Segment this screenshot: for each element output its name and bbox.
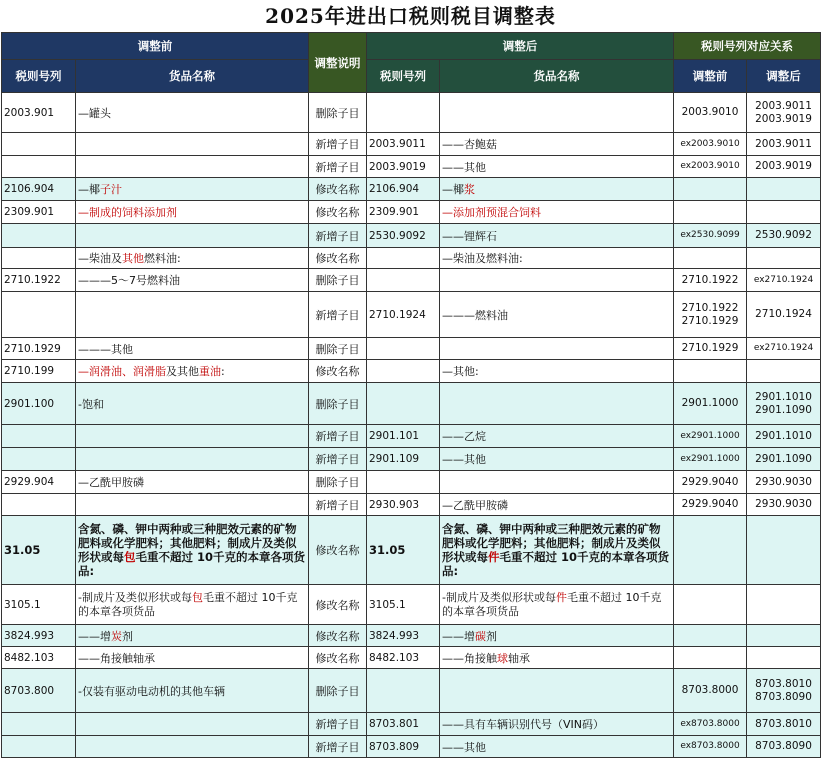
map-after-cell <box>747 736 821 758</box>
name-segment: 毛重不超过 10千克的本章各项货品 <box>78 590 298 618</box>
mapping-code: ex2901.1000 <box>680 453 740 464</box>
name-segment: -饱和 <box>78 397 104 411</box>
map-before-cell <box>674 93 747 133</box>
header-map-before: 调整前 <box>674 60 747 93</box>
name-segment: 毛重不超过 10千克的本章各项货品: <box>442 550 670 578</box>
after-code-cell: 2003.9011 <box>367 133 440 156</box>
table-row <box>2 585 821 625</box>
header-before-code: 税则号列 <box>2 60 76 93</box>
name-segment: ——乙烷 <box>442 430 486 443</box>
note-cell: 修改名称 <box>309 201 367 224</box>
map-before-cell <box>674 494 747 516</box>
note-cell: 新增子目 <box>309 224 367 248</box>
mapping-code: 8703.8090 <box>755 740 812 752</box>
name-segment: ——其他 <box>442 160 486 174</box>
mapping-code: 2929.9040 <box>681 475 739 488</box>
map-after-cell <box>747 471 821 494</box>
mapping-code: 2901.1000 <box>681 397 739 409</box>
before-code-cell: 8482.103 <box>2 647 76 669</box>
name-segment: —乙酰甲胺磷 <box>442 498 508 512</box>
name-segment: 件 <box>488 550 500 564</box>
after-name-cell <box>440 338 674 360</box>
map-after-cell <box>747 383 821 425</box>
note-cell: 删除子目 <box>309 383 367 425</box>
after-code-cell: 2710.1924 <box>367 292 440 338</box>
map-after-cell <box>747 713 821 736</box>
note-cell: 修改名称 <box>309 647 367 669</box>
table-row <box>2 471 821 494</box>
after-name-cell <box>440 93 674 133</box>
table-row <box>2 338 821 360</box>
map-after-cell <box>747 201 821 224</box>
before-name-cell <box>76 178 309 201</box>
before-name-cell <box>76 448 309 471</box>
mapping-code: 2929.9040 <box>681 498 739 510</box>
map-after-cell <box>747 269 821 292</box>
mapping-code: 2003.9019 <box>755 160 812 172</box>
map-before-cell <box>674 471 747 494</box>
before-name-cell <box>76 713 309 736</box>
after-code-cell: 2901.109 <box>367 448 440 471</box>
before-name-cell <box>76 338 309 360</box>
name-segment: 含氮、磷、钾中两种或三种肥效元素的矿物肥料或化学肥料；其他肥料；制成片及类似形状或每 <box>442 522 661 564</box>
mapping-code: ex2710.1924 <box>753 274 814 285</box>
mapping-code: ex2530.9099 <box>680 230 740 240</box>
after-name-cell <box>440 494 674 516</box>
header-before-name: 货品名称 <box>76 60 309 93</box>
name-segment: —添加剂预混合饲料 <box>442 206 541 219</box>
map-before-cell <box>674 516 747 585</box>
map-after-cell <box>747 647 821 669</box>
mapping-code: ex2901.1000 <box>680 430 740 441</box>
map-before-cell <box>674 448 747 471</box>
before-name-cell <box>76 224 309 248</box>
map-before-cell <box>674 713 747 736</box>
after-name-cell <box>440 201 674 224</box>
map-before-cell <box>674 248 747 269</box>
before-name-cell <box>76 269 309 292</box>
map-before-cell <box>674 585 747 625</box>
name-segment: ———燃料油 <box>442 308 508 322</box>
mapping-code: 2710.1929 <box>681 342 739 354</box>
note-cell: 修改名称 <box>309 178 367 201</box>
name-segment: —椰 <box>442 183 464 196</box>
note-cell: 删除子目 <box>309 471 367 494</box>
name-segment: 包 <box>191 590 203 604</box>
after-name-cell <box>440 647 674 669</box>
mapping-code: ex2003.9010 <box>680 161 740 171</box>
before-code-cell: 2106.904 <box>2 178 76 201</box>
name-segment: : <box>221 365 225 378</box>
name-segment: —其他: <box>442 365 479 378</box>
after-code-cell: 3824.993 <box>367 625 440 647</box>
before-name-cell <box>76 471 309 494</box>
name-segment: —椰 <box>78 183 100 196</box>
map-before-cell <box>674 178 747 201</box>
name-segment: 毛重不超过 10千克的本章各项货品: <box>78 550 306 578</box>
mapping-code: 2003.9019 <box>755 112 812 125</box>
after-name-cell <box>440 133 674 156</box>
table-row <box>2 201 821 224</box>
before-code-cell: 31.05 <box>2 516 76 585</box>
before-name-cell <box>76 425 309 448</box>
after-name-cell <box>440 448 674 471</box>
before-code-cell <box>2 448 76 471</box>
map-before-cell <box>674 383 747 425</box>
before-code-cell: 3105.1 <box>2 585 76 625</box>
name-segment: —乙酰甲胺磷 <box>78 476 144 489</box>
before-name-cell <box>76 156 309 178</box>
mapping-code: 2710.1922 <box>681 273 739 286</box>
mapping-code: ex2710.1924 <box>753 343 814 353</box>
name-segment: ———5～7号燃料油 <box>78 274 180 287</box>
table-row <box>2 625 821 647</box>
before-name-cell <box>76 647 309 669</box>
mapping-code: 2930.9030 <box>755 475 812 488</box>
header-mapping: 税则号列对应关系 <box>674 33 821 60</box>
table-row <box>2 292 821 338</box>
before-name-cell <box>76 248 309 269</box>
name-segment: ——角接触轴承 <box>78 651 155 665</box>
name-segment: 及其他 <box>166 365 199 378</box>
map-before-cell <box>674 669 747 713</box>
mapping-code: 2901.1090 <box>755 403 812 416</box>
before-name-cell <box>76 133 309 156</box>
table-row <box>2 360 821 383</box>
header-after: 调整后 <box>367 33 674 60</box>
table-row <box>2 448 821 471</box>
table-row <box>2 713 821 736</box>
map-before-cell <box>674 156 747 178</box>
after-name-cell <box>440 360 674 383</box>
after-name-cell <box>440 269 674 292</box>
name-segment: 毛重不超过 10千克的本章各项货品 <box>442 590 662 618</box>
after-code-cell: 2106.904 <box>367 178 440 201</box>
before-code-cell: 2710.1922 <box>2 269 76 292</box>
name-segment: ——具有车辆识别代号（VIN码） <box>442 718 604 731</box>
note-cell: 新增子目 <box>309 494 367 516</box>
before-code-cell: 2901.100 <box>2 383 76 425</box>
map-before-cell <box>674 133 747 156</box>
table-row <box>2 494 821 516</box>
map-after-cell <box>747 516 821 585</box>
name-segment: ———其他 <box>78 342 133 356</box>
mapping-code: ex2003.9010 <box>680 138 740 149</box>
table-body <box>2 93 821 758</box>
name-segment: —柴油及 <box>78 252 122 265</box>
after-code-cell: 2309.901 <box>367 201 440 224</box>
before-code-cell <box>2 425 76 448</box>
tariff-table <box>1 32 821 758</box>
mapping-code: 2901.1010 <box>755 429 812 442</box>
before-name-cell <box>76 360 309 383</box>
after-name-cell <box>440 156 674 178</box>
map-after-cell <box>747 494 821 516</box>
note-cell: 修改名称 <box>309 360 367 383</box>
mapping-code: 2003.9010 <box>681 106 739 118</box>
mapping-code: 8703.8010 <box>755 677 812 690</box>
after-code-cell: 2530.9092 <box>367 224 440 248</box>
after-name-cell <box>440 425 674 448</box>
map-before-cell <box>674 292 747 338</box>
after-code-cell <box>367 471 440 494</box>
mapping-code: 8703.8090 <box>755 690 812 703</box>
mapping-code: 2530.9092 <box>755 229 812 241</box>
name-segment: 件 <box>555 590 567 604</box>
mapping-code: 8703.8000 <box>681 684 739 696</box>
map-after-cell <box>747 585 821 625</box>
after-code-cell: 2003.9019 <box>367 156 440 178</box>
name-segment: 燃料油: <box>144 252 181 265</box>
after-code-cell: 8703.809 <box>367 736 440 758</box>
mapping-code: 8703.8010 <box>755 717 812 730</box>
map-after-cell <box>747 133 821 156</box>
name-segment: 其他 <box>122 252 144 265</box>
after-name-cell <box>440 248 674 269</box>
mapping-code: 2710.1922 <box>681 301 739 314</box>
before-code-cell: 2710.199 <box>2 360 76 383</box>
mapping-code: ex8703.8000 <box>680 718 740 729</box>
name-segment: 含氮、磷、钾中两种或三种肥效元素的矿物肥料或化学肥料；其他肥料；制成片及类似形状或每 <box>78 522 297 564</box>
name-segment: 碳 <box>475 629 486 643</box>
note-cell: 修改名称 <box>309 585 367 625</box>
after-code-cell: 31.05 <box>367 516 440 585</box>
map-after-cell <box>747 156 821 178</box>
note-cell: 删除子目 <box>309 93 367 133</box>
name-segment: 剂 <box>122 629 133 643</box>
name-segment: —制成的饲料添加剂 <box>78 206 177 219</box>
map-before-cell <box>674 338 747 360</box>
after-name-cell <box>440 736 674 758</box>
note-cell: 新增子目 <box>309 425 367 448</box>
map-after-cell <box>747 360 821 383</box>
map-after-cell <box>747 224 821 248</box>
after-name-cell <box>440 585 674 625</box>
after-code-cell <box>367 383 440 425</box>
note-cell: 修改名称 <box>309 516 367 585</box>
map-after-cell <box>747 338 821 360</box>
name-segment: 剂 <box>486 629 497 643</box>
map-before-cell <box>674 360 747 383</box>
name-segment: 炭 <box>111 629 122 643</box>
before-name-cell <box>76 625 309 647</box>
map-after-cell <box>747 93 821 133</box>
after-code-cell <box>367 338 440 360</box>
before-code-cell <box>2 224 76 248</box>
mapping-code: 2901.1090 <box>755 452 812 465</box>
map-after-cell <box>747 669 821 713</box>
mapping-code: 2710.1924 <box>755 308 812 320</box>
note-cell: 新增子目 <box>309 713 367 736</box>
before-code-cell: 8703.800 <box>2 669 76 713</box>
before-code-cell <box>2 736 76 758</box>
map-before-cell <box>674 269 747 292</box>
name-segment: ——其他 <box>442 740 486 754</box>
mapping-code: 2003.9011 <box>755 137 812 150</box>
mapping-code: 2003.9011 <box>755 99 812 112</box>
after-code-cell: 2901.101 <box>367 425 440 448</box>
after-name-cell <box>440 471 674 494</box>
table-row <box>2 383 821 425</box>
before-name-cell <box>76 383 309 425</box>
name-segment: -制成片及类似形状或每 <box>442 590 556 604</box>
mapping-code: ex8703.8000 <box>680 741 740 751</box>
after-code-cell: 8482.103 <box>367 647 440 669</box>
header-before: 调整前 <box>2 33 309 60</box>
note-cell: 新增子目 <box>309 292 367 338</box>
mapping-code: 2710.1929 <box>681 314 739 327</box>
note-cell: 删除子目 <box>309 338 367 360</box>
before-name-cell <box>76 494 309 516</box>
name-segment: ——杏鲍菇 <box>442 138 497 151</box>
name-segment: 包 <box>124 550 136 564</box>
before-code-cell: 3824.993 <box>2 625 76 647</box>
table-row <box>2 224 821 248</box>
note-cell: 删除子目 <box>309 269 367 292</box>
note-cell: 修改名称 <box>309 625 367 647</box>
name-segment: ——角接触 <box>442 651 497 665</box>
note-cell: 新增子目 <box>309 448 367 471</box>
map-before-cell <box>674 201 747 224</box>
table-row <box>2 516 821 585</box>
table-row <box>2 133 821 156</box>
map-before-cell <box>674 425 747 448</box>
table-row <box>2 647 821 669</box>
name-segment: ——增 <box>78 629 111 643</box>
map-after-cell <box>747 292 821 338</box>
name-segment: 子汁 <box>100 183 122 196</box>
name-segment: —润滑油、润滑脂 <box>78 365 166 378</box>
table-row <box>2 178 821 201</box>
before-name-cell <box>76 93 309 133</box>
after-name-cell <box>440 224 674 248</box>
name-segment: 轴承 <box>508 651 530 665</box>
before-code-cell <box>2 156 76 178</box>
after-code-cell <box>367 248 440 269</box>
before-code-cell <box>2 292 76 338</box>
after-name-cell <box>440 713 674 736</box>
before-name-cell <box>76 201 309 224</box>
map-before-cell <box>674 647 747 669</box>
name-segment: 浆 <box>464 183 475 196</box>
header-after-code: 税则号列 <box>367 60 440 93</box>
after-code-cell: 3105.1 <box>367 585 440 625</box>
page-title: 2025年进出口税则税目调整表 <box>265 4 556 28</box>
map-after-cell <box>747 425 821 448</box>
before-code-cell: 2929.904 <box>2 471 76 494</box>
before-name-cell <box>76 292 309 338</box>
before-name-cell <box>76 736 309 758</box>
before-code-cell <box>2 133 76 156</box>
note-cell: 新增子目 <box>309 156 367 178</box>
before-code-cell: 2003.901 <box>2 93 76 133</box>
table-row <box>2 736 821 758</box>
before-code-cell: 2309.901 <box>2 201 76 224</box>
name-segment: ——其他 <box>442 453 486 466</box>
before-name-cell <box>76 669 309 713</box>
name-segment: —柴油及燃料油: <box>442 252 523 265</box>
before-code-cell: 2710.1929 <box>2 338 76 360</box>
name-segment: ——增 <box>442 629 475 643</box>
after-name-cell <box>440 383 674 425</box>
map-after-cell <box>747 248 821 269</box>
before-code-cell <box>2 713 76 736</box>
after-code-cell: 2930.903 <box>367 494 440 516</box>
map-before-cell <box>674 736 747 758</box>
table-row <box>2 269 821 292</box>
mapping-code: 2901.1010 <box>755 390 812 403</box>
header-after-name: 货品名称 <box>440 60 674 93</box>
before-name-cell <box>76 516 309 585</box>
name-segment: 球 <box>497 651 508 665</box>
after-name-cell <box>440 625 674 647</box>
after-code-cell: 8703.801 <box>367 713 440 736</box>
map-before-cell <box>674 625 747 647</box>
after-name-cell <box>440 292 674 338</box>
note-cell: 修改名称 <box>309 248 367 269</box>
after-code-cell <box>367 360 440 383</box>
table-row <box>2 156 821 178</box>
map-before-cell <box>674 224 747 248</box>
name-segment: 重油 <box>199 365 221 378</box>
after-name-cell <box>440 516 674 585</box>
after-code-cell <box>367 269 440 292</box>
mapping-code: 2930.9030 <box>755 498 812 510</box>
table-row <box>2 669 821 713</box>
name-segment: —罐头 <box>78 106 111 120</box>
name-segment: ——锂辉石 <box>442 229 497 243</box>
name-segment: -仅装有驱动电动机的其他车辆 <box>78 684 225 698</box>
before-code-cell <box>2 248 76 269</box>
after-code-cell <box>367 669 440 713</box>
note-cell: 新增子目 <box>309 133 367 156</box>
table-row <box>2 93 821 133</box>
map-after-cell <box>747 178 821 201</box>
name-segment: -制成片及类似形状或每 <box>78 590 192 604</box>
header-map-after: 调整后 <box>747 60 821 93</box>
note-cell: 新增子目 <box>309 736 367 758</box>
after-code-cell <box>367 93 440 133</box>
after-name-cell <box>440 178 674 201</box>
before-code-cell <box>2 494 76 516</box>
note-cell: 删除子目 <box>309 669 367 713</box>
map-after-cell <box>747 448 821 471</box>
table-row <box>2 248 821 269</box>
before-name-cell <box>76 585 309 625</box>
header-note: 调整说明 <box>309 33 367 93</box>
table-row <box>2 425 821 448</box>
map-after-cell <box>747 625 821 647</box>
after-name-cell <box>440 669 674 713</box>
